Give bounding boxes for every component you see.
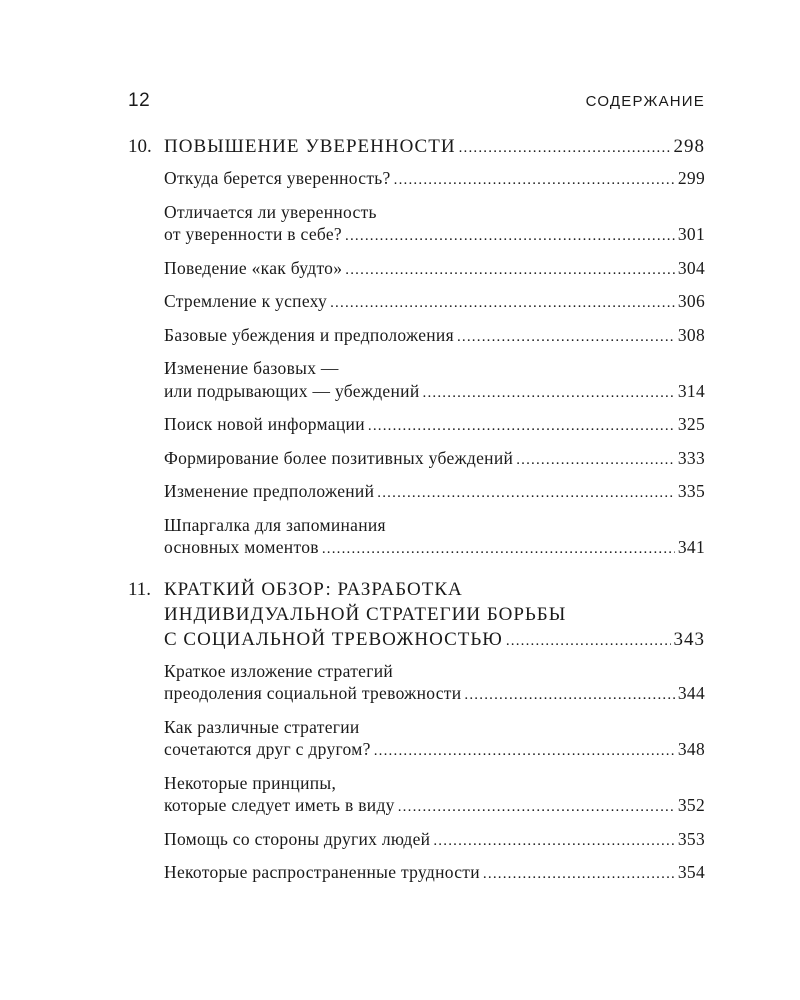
entry-page: 308 (677, 324, 705, 345)
entry-page: 304 (677, 257, 705, 278)
running-head: СОДЕРЖАНИЕ (585, 93, 705, 110)
entry-page: 325 (677, 414, 705, 434)
toc-entry (128, 324, 705, 349)
chapter-page: 298 (673, 136, 705, 157)
entry-title: Помощь со стороны других людей (164, 828, 431, 849)
entry-title: Поведение «как будто» (164, 257, 343, 278)
entry-title: Некоторые распространенные трудности (164, 862, 480, 882)
toc-entry (128, 447, 705, 472)
entry-page: 314 (677, 380, 705, 401)
entry-title-line: Отличается ли уверенность (164, 201, 377, 222)
chapter-title-line: С СОЦИАЛЬНОЙ ТРЕВОЖНОСТЬЮ (164, 628, 503, 650)
toc-entry (128, 167, 705, 192)
chapter-entries (128, 167, 705, 561)
dot-leader (398, 796, 675, 819)
dot-leader (423, 382, 675, 405)
dot-leader (394, 169, 675, 192)
toc-entry (128, 660, 705, 707)
chapter-entries (128, 660, 705, 886)
entry-title: Откуда берется уверенность? (164, 168, 391, 188)
entry-page: 301 (677, 224, 705, 244)
chapter-number: 10. (128, 136, 152, 157)
entry-title-line: Некоторые принципы, (164, 772, 337, 793)
chapter-title: ПОВЫШЕНИЕ УВЕРЕННОСТИ (164, 136, 456, 157)
dot-leader (464, 684, 674, 707)
dot-leader (506, 629, 671, 654)
dot-leader (483, 863, 675, 886)
dot-leader (322, 538, 675, 561)
toc-entry (128, 828, 705, 853)
entry-page: 353 (677, 828, 705, 849)
entry-page: 335 (677, 481, 705, 501)
chapter-title-line: ИНДИВИДУАЛЬНОЙ СТРАТЕГИИ БОРЬБЫ (164, 603, 567, 625)
page-header (128, 90, 705, 112)
table-of-contents (128, 134, 705, 902)
dot-leader (459, 136, 671, 161)
entry-page: 306 (677, 291, 705, 311)
toc-entry (128, 357, 705, 404)
toc-entry (128, 480, 705, 505)
entry-title: Изменение предположений (164, 481, 375, 501)
dot-leader (374, 740, 675, 763)
entry-title: Стремление к успеху (164, 291, 328, 311)
entry-page: 299 (677, 168, 705, 188)
toc-entry (128, 290, 705, 315)
entry-page: 344 (677, 683, 705, 703)
dot-leader (345, 259, 675, 282)
dot-leader (457, 326, 675, 349)
toc-entry (128, 413, 705, 438)
chapter-10 (128, 134, 705, 561)
entry-page: 333 (677, 447, 705, 468)
entry-title-line: от уверенности в себе? (164, 224, 343, 244)
toc-entry (128, 514, 705, 561)
entry-title: Базовые убеждения и предположения (164, 324, 454, 345)
entry-title-line: Изменение базовых — (164, 358, 339, 378)
entry-title-line: преодоления социальной тревожности (164, 683, 462, 703)
dot-leader (377, 482, 675, 505)
entry-title-line: Как различные стратегии (164, 716, 360, 737)
dot-leader (345, 225, 675, 248)
entry-page: 352 (677, 795, 705, 815)
entry-page: 348 (677, 739, 705, 759)
page-number: 12 (128, 90, 151, 111)
chapter-heading (128, 577, 705, 654)
chapter-page: 343 (673, 628, 705, 650)
entry-title: Формирование более позитивных убеждений (164, 447, 514, 468)
dot-leader (330, 292, 675, 315)
toc-entry (128, 201, 705, 248)
entry-page: 341 (677, 537, 705, 557)
toc-entry (128, 861, 705, 886)
chapter-title-line: КРАТКИЙ ОБЗОР: РАЗРАБОТКА (164, 578, 463, 600)
entry-title-line: сочетаются друг с другом? (164, 739, 371, 759)
entry-title-line: основных моментов (164, 537, 319, 557)
entry-title-line: или подрывающих — убеждений (164, 380, 420, 401)
chapter-heading (128, 134, 705, 161)
toc-entry (128, 772, 705, 819)
dot-leader (433, 830, 675, 853)
entry-title-line: которые следует иметь в виду (164, 795, 395, 815)
entry-title-line: Шпаргалка для запоминания (164, 514, 386, 535)
chapter-11 (128, 577, 705, 886)
toc-entry (128, 257, 705, 282)
entry-title-line: Краткое изложение стратегий (164, 660, 394, 681)
chapter-number: 11. (128, 578, 152, 600)
dot-leader (368, 415, 675, 438)
dot-leader (516, 449, 675, 472)
entry-title: Поиск новой информации (164, 414, 365, 434)
toc-entry (128, 716, 705, 763)
entry-page: 354 (677, 862, 705, 882)
